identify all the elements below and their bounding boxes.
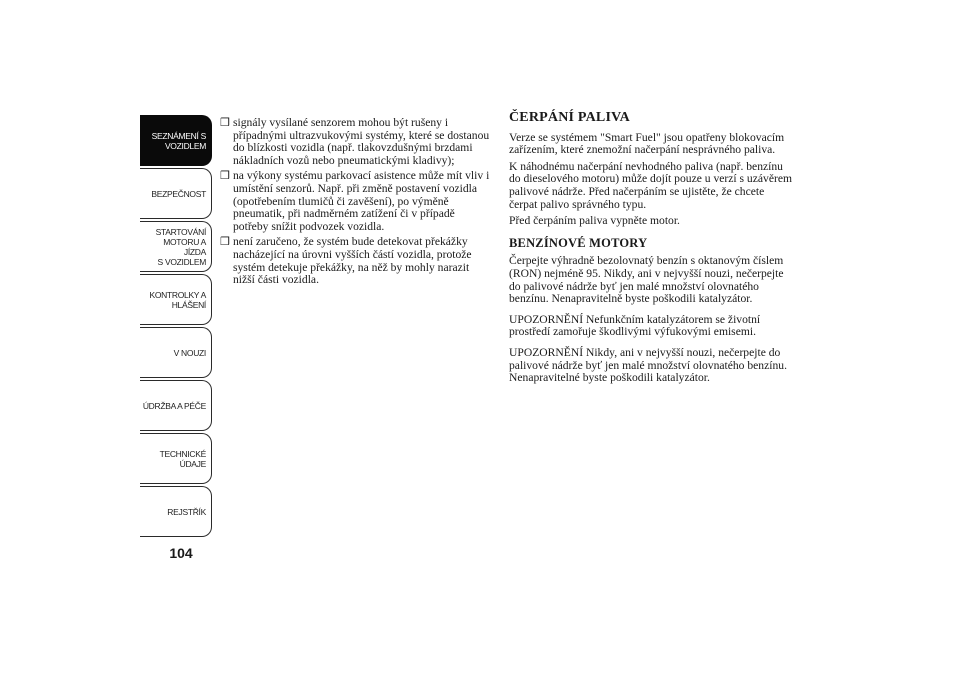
bullet-text: na výkony systému parkovací asistence může mít vliv i umístění senzorů. Např. při změně postavení vozidla (opotřebením tlumičů či zavěšení), po výměně pneumatik, při nadměrném zatížení či v případě potřeby snížit podvozek vozidla. bbox=[233, 169, 490, 233]
tab-startovani-motoru[interactable]: STARTOVÁNÍ MOTORU A JÍZDA S VOZIDLEM bbox=[140, 221, 212, 272]
tab-kontrolky-a-hlaseni[interactable]: KONTROLKY A HLÁŠENÍ bbox=[140, 274, 212, 325]
checkbox-bullet-icon: ❒ bbox=[220, 236, 230, 249]
warning-paragraph: UPOZORNĚNÍ Nikdy, ani v nejvyšší nouzi, nečerpejte do palivové nádrže byť jen malé množství olovnatého benzínu. Nenapravitelné byste poškodili katalyzátor. bbox=[509, 345, 787, 385]
intro-paragraph: K náhodnému načerpání nevhodného paliva (např. benzínu do dieselového motoru) může dojít pouze u verzí s uzávěrem palivové nádrže. Před načerpáním se ujistěte, že chcete čerpat palivo správného typu. bbox=[509, 159, 792, 211]
bullet-item bbox=[220, 170, 490, 233]
checkbox-bullet-icon: ❒ bbox=[220, 117, 230, 129]
intro-paragraph: Verze se systémem "Smart Fuel" jsou opatřeny blokovacím zařízením, které znemožní načerpání nesprávného paliva. bbox=[509, 130, 785, 157]
tab-seznameni-s-vozidlem[interactable]: SEZNÁMENÍ S VOZIDLEM bbox=[140, 115, 212, 166]
tab-rejstrik[interactable]: REJSTŘÍK bbox=[140, 486, 212, 537]
subsection-heading: BENZÍNOVÉ MOTORY bbox=[509, 235, 648, 250]
right-column bbox=[509, 112, 794, 389]
section-tabs bbox=[140, 115, 212, 539]
section-heading: ČERPÁNÍ PALIVA bbox=[509, 110, 630, 125]
warning-paragraph: UPOZORNĚNÍ Nefunkčním katalyzátorem se životní prostředí zamořuje škodlivými výfukovými emisemi. bbox=[509, 312, 761, 339]
intro-paragraph: Před čerpáním paliva vypněte motor. bbox=[509, 214, 680, 228]
bullet-text: signály vysílané senzorem mohou být rušeny i případnými ultrazvukovými systémy, které se dostanou do blízkosti vozidla (např. tlakovzdušnými brzdami nákladních vozů nebo pneumatickými kladivy); bbox=[233, 116, 490, 167]
body-paragraph: Čerpejte výhradně bezolovnatý benzín s oktanovým číslem (RON) nejméně 95. Nikdy, ani v nejvyšší nouzi, nečerpejte do palivové nádrže byť jen malé množství olovnatého benzínu. Nenapravitelně byste poškodili katalyzátor. bbox=[509, 254, 784, 306]
tab-v-nouzi[interactable]: V NOUZI bbox=[140, 327, 212, 378]
checkbox-bullet-icon: ❒ bbox=[220, 170, 230, 183]
bullet-item bbox=[220, 236, 490, 286]
tab-udrzba-a-pece[interactable]: ÚDRŽBA A PÉČE bbox=[140, 380, 212, 431]
bullet-text: není zaručeno, že systém bude detekovat překážky nacházející na úrovni vyšších částí vozidla, protože systém detekuje překážky, na něž by mohly narazit nižší části vozidla. bbox=[233, 235, 472, 287]
bullet-item bbox=[220, 117, 490, 167]
tab-bezpecnost[interactable]: BEZPEČNOST bbox=[140, 168, 212, 219]
page-number: 104 bbox=[169, 545, 193, 561]
tab-technicke-udaje[interactable]: TECHNICKÉ ÚDAJE bbox=[140, 433, 212, 484]
left-column bbox=[220, 117, 490, 290]
